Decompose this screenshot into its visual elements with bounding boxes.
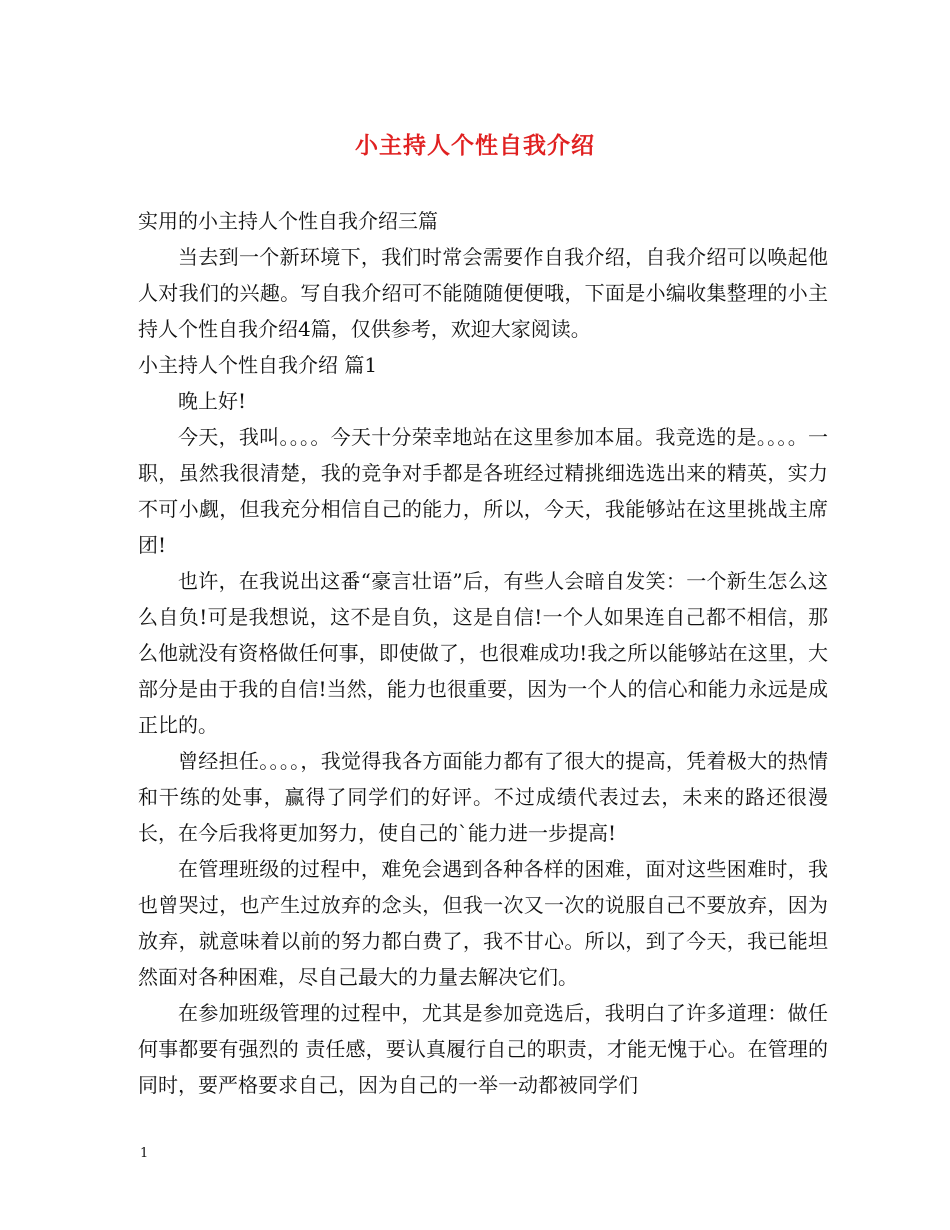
page-number: 1 xyxy=(140,1146,149,1161)
greeting-paragraph: 晚上好! xyxy=(178,389,247,413)
subtitle-paragraph: 实用的小主持人个性自我介绍三篇 xyxy=(138,209,438,233)
body-paragraph: 在管理班级的过程中，难免会遇到各种各样的困难，面对这些困难时，我也曾哭过，也产生过放弃的念头，但我一次又一次的说服自己不要放弃，因为放弃，就意味着以前的努力都白费了，我不甘心。所以，到了今天，我已能坦然面对各种困难，尽自己最大的力量去解决它们。 xyxy=(138,857,828,989)
document-title: 小主持人个性自我介绍 xyxy=(355,132,595,159)
section-heading: 小主持人个性自我介绍 篇1 xyxy=(138,353,378,377)
body-paragraph: 也许，在我说出这番“豪言壮语”后，有些人会暗自发笑：一个新生怎么这么自负!可是我想说，这不是自负，这是自信!一个人如果连自己都不相信，那么他就没有资格做任何事，即使做了，也很难成功!我之所以能够站在这里，大部分是由于我的自信!当然，能力也很重要，因为一个人的信心和能力永远是成正比的。 xyxy=(138,569,828,737)
body-paragraph: 曾经担任。。。。，我觉得我各方面能力都有了很大的提高，凭着极大的热情和干练的处事，赢得了同学们的好评。不过成绩代表过去，未来的路还很漫长，在今后我将更加努力，使自己的`能力进一步提高! xyxy=(138,749,828,845)
intro-paragraph: 当去到一个新环境下，我们时常会需要作自我介绍，自我介绍可以唤起他人对我们的兴趣。写自我介绍可不能随随便便哦，下面是小编收集整理的小主持人个性自我介绍4篇，仅供参考，欢迎大家阅读。 xyxy=(138,245,828,341)
body-paragraph: 在参加班级管理的过程中，尤其是参加竞选后，我明白了许多道理：做任何事都要有强烈的 责任感，要认真履行自己的职责，才能无愧于心。在管理的同时，要严格要求自己，因为自己的一举一动都被同学们 xyxy=(138,1001,828,1097)
body-paragraph: 今天，我叫。。。。今天十分荣幸地站在这里参加本届。我竞选的是。。。。一职，虽然我很清楚，我的竞争对手都是各班经过精挑细选选出来的精英，实力不可小觑，但我充分相信自己的能力，所以，今天，我能够站在这里挑战主席团! xyxy=(138,425,828,557)
document-body xyxy=(138,203,828,1103)
